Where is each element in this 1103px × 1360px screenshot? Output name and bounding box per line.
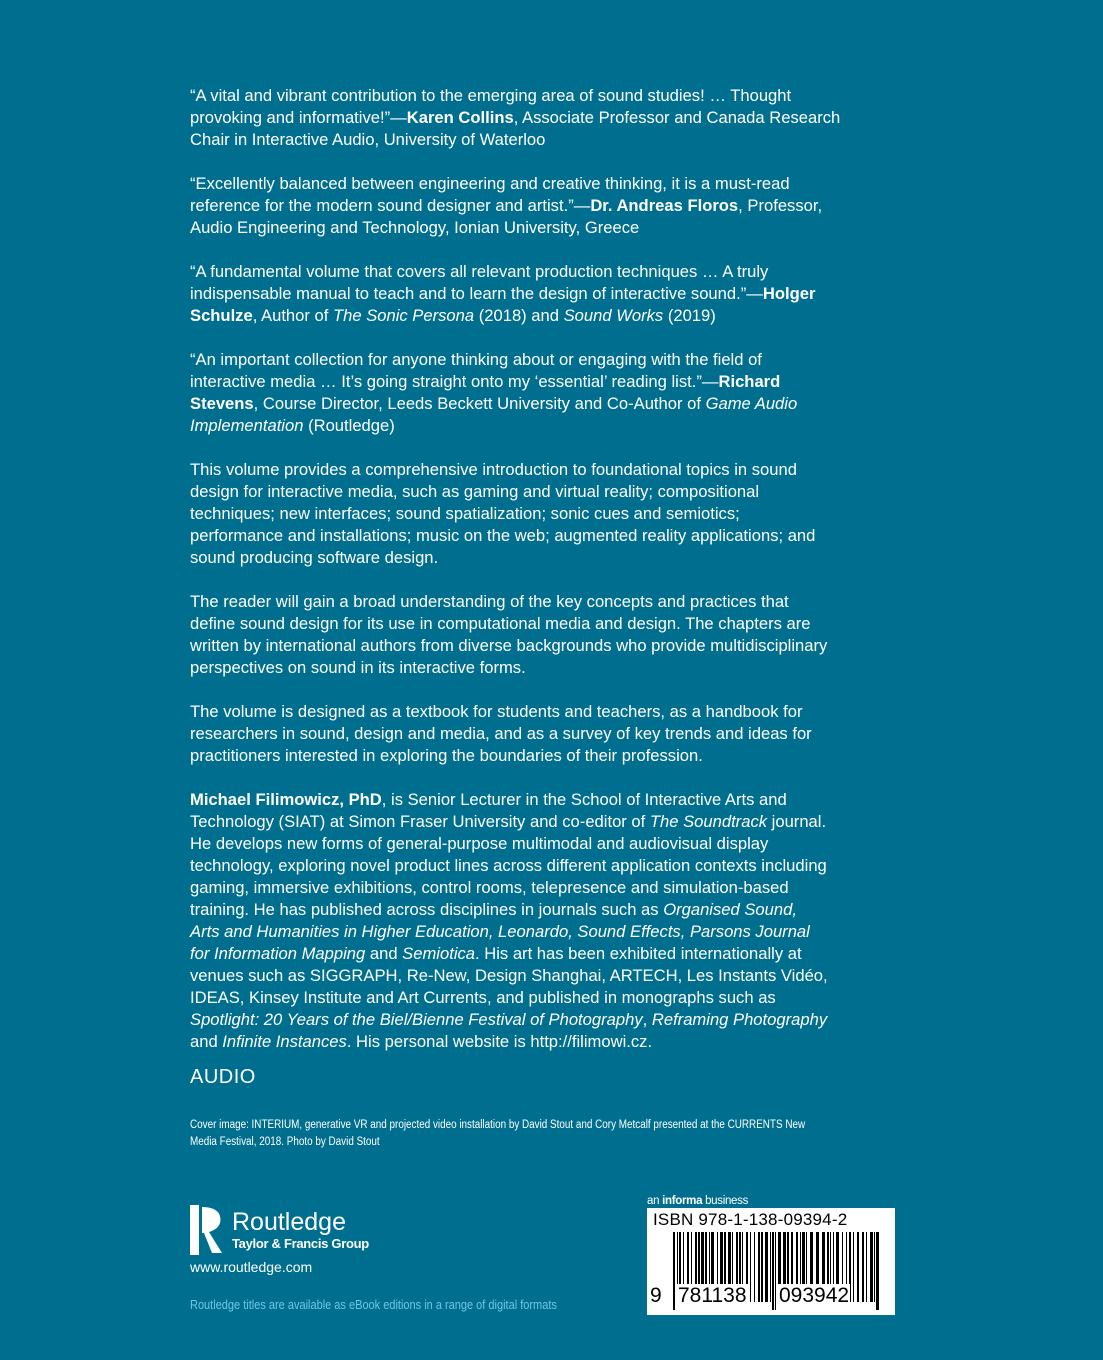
barcode-bar xyxy=(750,1232,751,1302)
italic-text: Semiotica xyxy=(402,944,476,963)
text-segment: and xyxy=(365,944,403,963)
isbn-barcode xyxy=(647,1208,895,1315)
barcode-bar xyxy=(862,1232,864,1302)
barcode-bar xyxy=(853,1232,854,1302)
barcode-bar xyxy=(770,1232,771,1302)
barcode-digit-first: 9 xyxy=(650,1284,662,1307)
publisher-website[interactable]: www.routledge.com xyxy=(190,1259,313,1275)
barcode-bar xyxy=(765,1232,768,1302)
text-segment: , Author of xyxy=(252,306,333,325)
italic-text: Sound Works xyxy=(563,306,664,325)
italic-text: The Soundtrack xyxy=(649,812,768,831)
paragraph xyxy=(190,459,910,569)
bold-text: Holger Schulze xyxy=(190,284,816,325)
text-segment: , Professor, Audio Engineering and Technology, Ionian University, Greece xyxy=(190,196,823,237)
text-segment: “Excellently balanced between engineering and creative thinking, it is a must-read reference for the modern sound designer and artist.”— xyxy=(190,174,790,215)
routledge-r-icon xyxy=(190,1205,224,1255)
text-segment: journal. He develops new forms of general-purpose multimodal and audiovisual display technology, exploring novel product lines across different application contexts including gaming, immersive exhibitions, control rooms, telepresence and simulation-based training. He has published across disciplines in journals such as xyxy=(190,812,827,919)
ebook-note: Routledge titles are available as eBook editions in a range of digital formats xyxy=(190,1298,557,1312)
barcode-bar xyxy=(758,1232,760,1302)
text-segment: (2019) xyxy=(663,306,716,325)
bold-text: Michael Filimowicz, PhD xyxy=(190,790,382,809)
text-segment: , xyxy=(642,1010,652,1029)
text-segment: . His personal website is http://filimowi.cz. xyxy=(346,1032,653,1051)
text-segment: and xyxy=(190,1032,218,1051)
paragraph xyxy=(190,701,910,767)
barcode-bar xyxy=(761,1232,763,1302)
italic-text: The Sonic Persona xyxy=(332,306,475,325)
text-segment: “An important collection for anyone thinking about or engaging with the field of interactive media … It’s going straight onto my ‘essential’ reading list.”— xyxy=(190,350,762,391)
italic-text: Infinite Instances xyxy=(222,1032,347,1051)
text-segment: “A vital and vibrant contribution to the emerging area of sound studies! … Thought provoking and informative!”— xyxy=(190,86,792,127)
informa-tagline: an informa business xyxy=(647,1195,749,1207)
text-segment: , is Senior Lecturer in the School of Interactive Arts and Technology (SIAT) at Simon Fraser University and co-editor of xyxy=(190,790,787,831)
routledge-logo xyxy=(190,1205,369,1255)
cover-image-credit: Cover image: INTERIUM, generative VR and projected video installation by David Stout and Cory Metcalf presented at the CURRENTS New Media Festival, 2018. Photo by David Stout xyxy=(190,1119,806,1148)
italic-text: Spotlight: 20 Years of the Biel/Bienne Festival of Photography xyxy=(190,1010,643,1029)
back-cover-text xyxy=(190,85,910,1075)
text-segment: The reader will gain a broad understanding of the key concepts and practices that define sound design for its use in computational media and design. The chapters are written by international authors from diverse backgrounds who provide multidisciplinary perspectives on sound in its interactive forms. xyxy=(190,592,828,677)
barcode-bar xyxy=(857,1232,859,1302)
italic-text: Game Audio Implementation xyxy=(190,394,798,435)
barcode-bar xyxy=(775,1232,776,1310)
text-segment: This volume provides a comprehensive introduction to foundational topics in sound design for interactive media, such as gaming and virtual reality; compositional techniques; new interfaces; sound spatialization; sonic cues and semiotics; performance and installations; music on the web; augmented reality applications; and sound producing software design. xyxy=(190,460,816,567)
paragraph xyxy=(190,591,910,679)
text-segment: “A fundamental volume that covers all relevant production techniques … A truly indispensable manual to teach and to learn the design of interactive sound.”— xyxy=(190,262,769,303)
italic-text: Reframing Photography xyxy=(651,1010,828,1029)
paragraph xyxy=(190,85,910,151)
text-segment: , Course Director, Leeds Beckett University and Co-Author of xyxy=(253,394,706,413)
text-segment: , Associate Professor and Canada Research Chair in Interactive Audio, University of Waterloo xyxy=(190,108,841,149)
bold-text: Karen Collins xyxy=(406,108,514,127)
paragraph xyxy=(190,173,910,239)
text-segment: (Routledge) xyxy=(303,416,395,435)
publisher-name: Routledge xyxy=(232,1208,346,1236)
bold-text: Dr. Andreas Floros xyxy=(590,196,739,215)
barcode-bar xyxy=(876,1232,879,1310)
paragraph xyxy=(190,349,910,437)
text-segment: (2018) and xyxy=(474,306,564,325)
barcode-bar xyxy=(673,1232,675,1310)
subject-category: AUDIO xyxy=(190,1066,256,1088)
text-segment: . His art has been exhibited internationally at venues such as SIGGRAPH, Re-New, Design Shanghai, ARTECH, Les Instants Vidéo, IDEAS, Kinsey Institute and Art Currents, and published in monographs such as xyxy=(190,944,828,1007)
barcode-bar xyxy=(772,1232,774,1310)
italic-text: Organised Sound, Arts and Humanities in Higher Education, Leonardo, Sound Effects, Parsons Journal for Information Mapping xyxy=(190,900,810,963)
barcode-bar xyxy=(866,1232,867,1302)
paragraph xyxy=(190,789,910,1053)
barcode-digits-left: 781138 xyxy=(678,1284,747,1307)
publisher-group: Taylor & Francis Group xyxy=(232,1236,369,1251)
isbn-number: ISBN 978-1-138-09394-2 xyxy=(653,1210,848,1229)
paragraph xyxy=(190,261,910,327)
barcode-bar xyxy=(754,1232,755,1302)
text-segment: The volume is designed as a textbook for students and teachers, as a handbook for researchers in sound, design and media, and as a survey of key trends and ideas for practitioners interested in exploring the boundaries of their profession. xyxy=(190,702,812,765)
barcode-digits-right: 093942 xyxy=(779,1284,850,1307)
bold-text: Richard Stevens xyxy=(190,372,781,413)
barcode-bar xyxy=(874,1232,875,1302)
barcode-bar xyxy=(870,1232,873,1302)
